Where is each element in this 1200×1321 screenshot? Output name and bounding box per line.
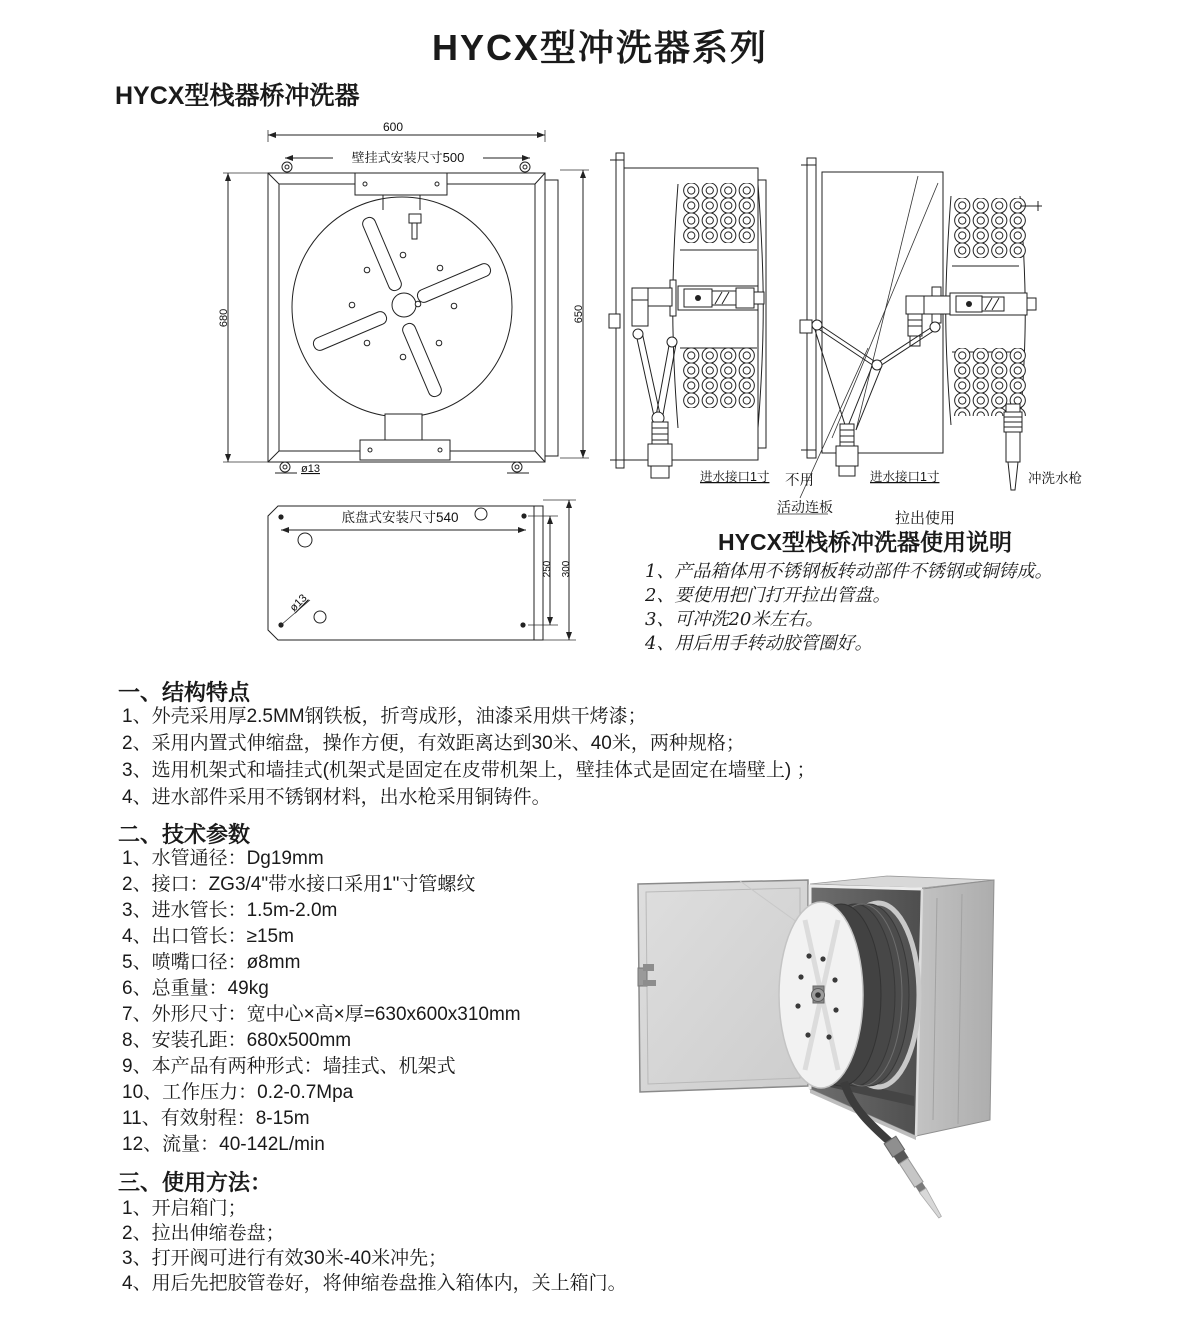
front-dim-height-left: 680 [218,308,230,328]
param-item: 7、外形尺寸：宽中心×高×厚=630x600x310mm [122,1004,521,1025]
spray-nozzle [884,1136,946,1221]
front-dim-wall-mount: 壁挂式安装尺寸500 [351,150,465,165]
open-label-inlet: 进水接口1寸 [870,470,940,484]
param-item: 8、安装孔距：680x500mm [122,1030,352,1051]
method-item: 4、用后先把胶管卷好，将伸缩卷盘推入箱体内，关上箱门。 [122,1273,627,1294]
front-dim-height-right: 650 [573,304,585,324]
closed-label-not-used: 不用 [785,473,814,489]
param-item: 2、接口：ZG3/4"带水接口采用1"寸管螺纹 [122,874,476,895]
structure-item: 4、进水部件采用不锈钢材料，出水枪采用铜铸件。 [122,787,551,808]
param-item: 12、流量：40-142L/min [122,1134,325,1155]
hose-coil-bottom [682,348,756,408]
usage-note-item: 4、用后用手转动胶管圈好。 [645,633,873,654]
usage-note-item: 2、要使用把门打开拉出管盘。 [645,585,891,606]
usage-note-item: 3、可冲洗20米左右。 [645,609,824,630]
base-view-drawing [248,492,593,662]
param-item: 9、本产品有两种形式：墙挂式、机架式 [122,1056,456,1077]
water-gun [1004,404,1022,490]
param-item: 3、进水管长：1.5m-2.0m [122,900,338,921]
open-label-water-gun: 冲洗水枪 [1028,471,1082,486]
usage-note-list [645,560,1052,656]
base-dim-mount: 底盘式安装尺寸540 [341,510,459,525]
closed-label-inlet: 进水接口1寸 [700,470,770,484]
param-item: 6、总重量：49kg [122,978,269,999]
param-item: 4、出口管长：≥15m [122,926,294,947]
front-view-drawing [215,118,610,483]
params-section-heading: 二、技术参数 [118,822,251,847]
param-item: 10、工作压力：0.2-0.7Mpa [122,1082,354,1103]
method-item: 1、开启箱门； [122,1198,247,1219]
reel-disc-front [292,197,512,417]
structure-item: 2、采用内置式伸缩盘，操作方便，有效距离达到30米、40米，两种规格； [122,733,745,754]
front-dim-width: 600 [382,120,404,134]
side-view-open-drawing [768,138,1090,533]
structure-section-heading: 一、结构特点 [118,680,251,705]
hose-coil-top [952,198,1026,258]
param-item: 5、喷嘴口径：ø8mm [122,952,301,973]
structure-item: 3、选用机架式和墙挂式(机架式是固定在皮带机架上，壁挂体式是固定在墙壁上) ； [122,760,816,781]
product-photo [632,868,1012,1238]
structure-section-list [122,703,816,811]
hose-coil-top [682,183,756,243]
open-label-pull-out: 拉出使用 [895,510,956,527]
param-item: 11、有效射程：8-15m [122,1108,310,1129]
param-item: 1、水管通径：Dg19mm [122,848,324,869]
usage-note-item: 1、产品箱体用不锈钢板转动部件不锈钢或铜铸成。 [645,561,1053,582]
method-item: 3、打开阀可进行有效30米-40米冲先； [122,1248,448,1269]
usage-note-heading: HYCX型栈桥冲洗器使用说明 [718,529,1012,555]
base-dim-outer: 300 [561,560,572,578]
page-subtitle: HYCX型栈器桥冲洗器 [115,82,360,110]
method-section-heading: 三、使用方法： [118,1170,273,1195]
params-section-list [122,846,521,1158]
method-section-list [122,1196,627,1296]
method-item: 2、拉出伸缩卷盘； [122,1223,285,1244]
base-dim-inner: 250 [542,560,553,578]
open-label-link-plate: 活动连板 [777,499,833,515]
front-dim-hole: ø13 [301,463,320,475]
page-title: HYCX型冲洗器系列 [431,27,769,68]
base-dim-hole: ø13 [287,592,310,615]
structure-item: 1、外壳采用厚2.5MM钢铁板，折弯成形，油漆采用烘干烤漆； [122,706,647,727]
